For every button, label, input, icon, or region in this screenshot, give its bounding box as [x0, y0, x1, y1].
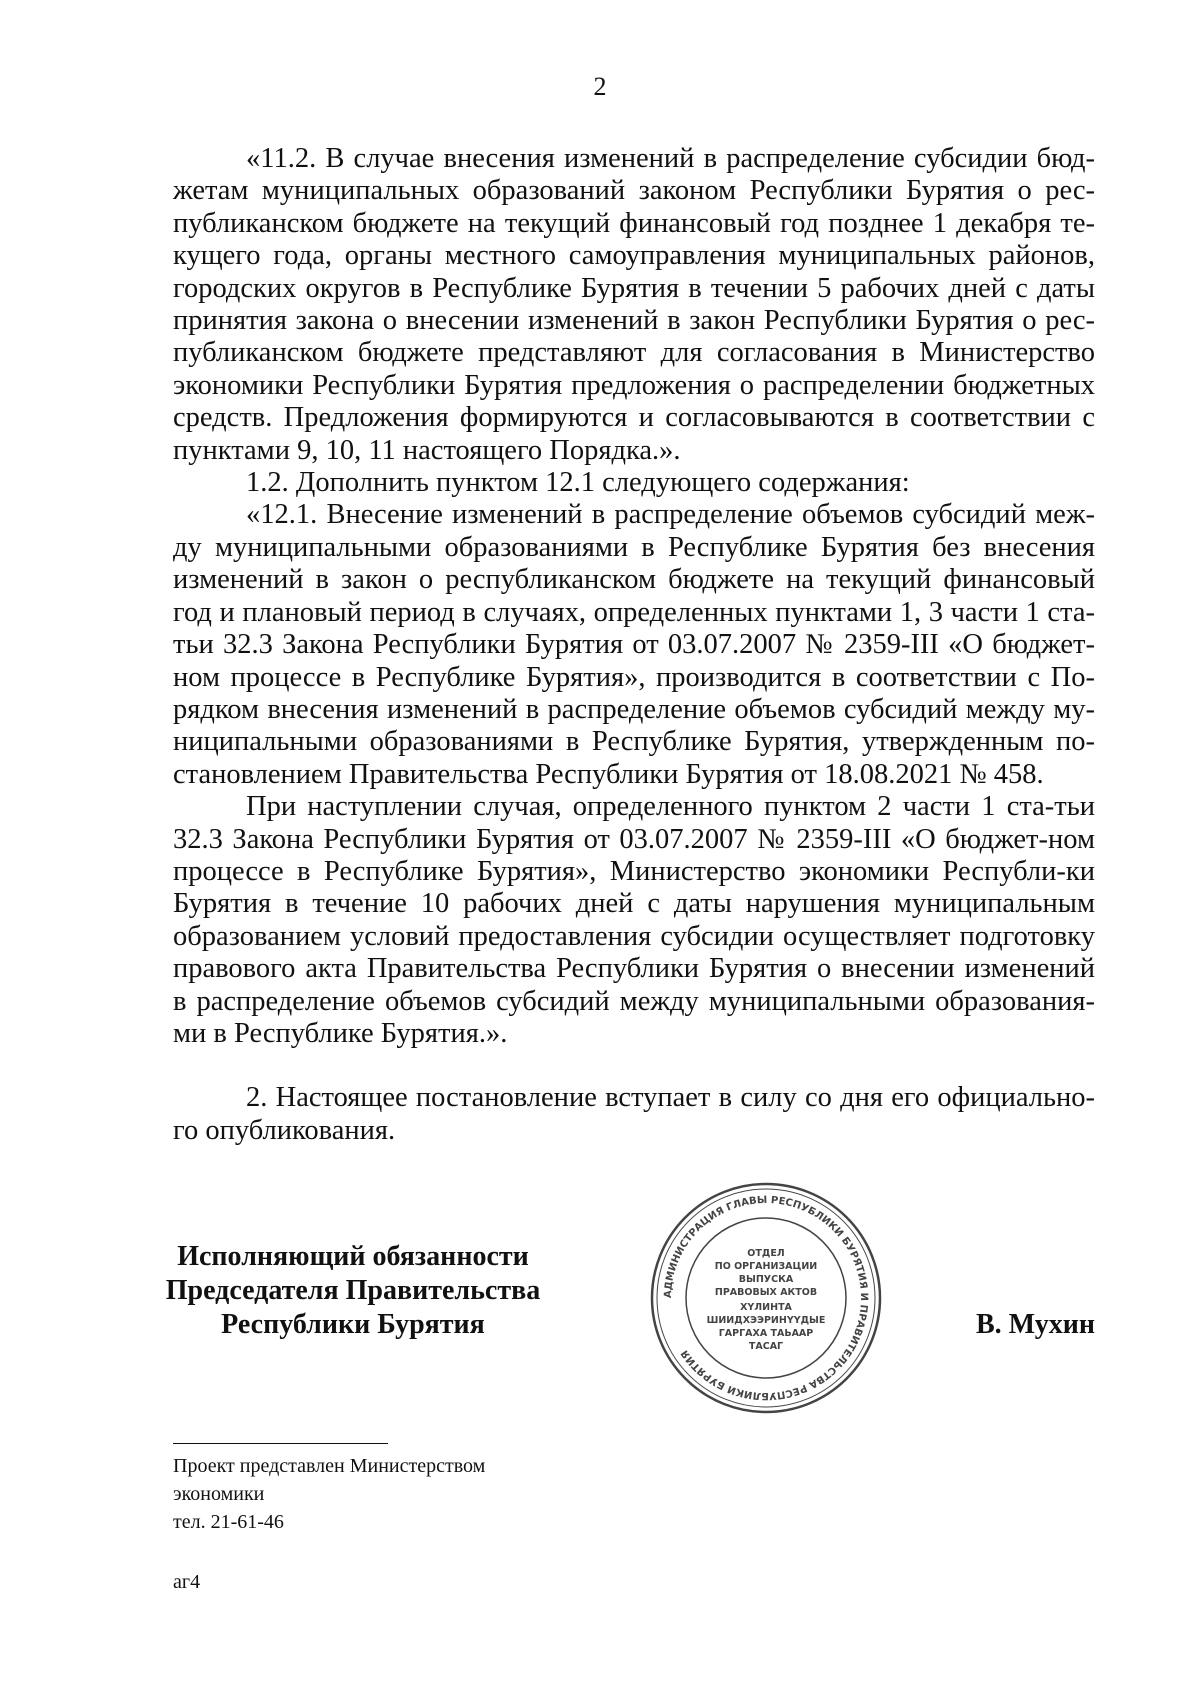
document-body — [173, 143, 1095, 1147]
footnote — [173, 1452, 593, 1536]
seal-outer-text: АДМИНИСТРАЦИЯ ГЛАВЫ РЕСПУБЛИКИ БУРЯТИЯ И ПРАВИТЕЛЬСТВА РЕСПУБЛИКИ БУРЯТИЯ — [662, 1194, 870, 1402]
seal-inner-line: ГАРГАХА ТАЬААР — [718, 1328, 814, 1339]
document-code: аг4 — [173, 1571, 201, 1593]
paragraph-12-1: «12.1. Внесение изменений в распределение объемов субсидий меж-ду муниципальными образованиями в Республике Бурятия без внесения изменений в закон о республиканском бюджете на текущий финансовый год и плановый период в случаях, определенных пунктами 1, 3 части 1 ста-тьи 32.3 Закона Республики Бурятия от 03.07.2007 № 2359-III «О бюджет-ном процессе в Республике Бурятия», производится в соответствии с По-рядком внесения изменений в распределение объемов субсидий между му-ниципальными образованиями в Республике Бурятия, утвержденным по-становлением Правительства Республики Бурятия от 18.08.2021 № 458. — [173, 499, 1095, 790]
seal-inner-line: ТАСАГ — [748, 1341, 784, 1352]
signatory-title — [148, 1240, 558, 1342]
signatory-title-line: Республики Бурятия — [221, 1309, 485, 1340]
footnote-line: Проект представлен Министерством — [173, 1455, 486, 1477]
seal-inner-line: ОТДЕЛ — [747, 1248, 785, 1259]
footnote-line: тел. 21-61-46 — [173, 1511, 284, 1533]
paragraph-11-2: «11.2. В случае внесения изменений в распределение субсидии бюд-жетам муниципальных образований законом Республики Бурятия о рес-публиканском бюджете на текущий финансовый год позднее 1 декабря те-кущего года, органы местного самоуправления муниципальных районов, городских округов в Республике Бурятия в течении 5 рабочих дней с даты принятия закона о внесении изменений в закон Республики Бурятия о рес-публиканском бюджете представляют для согласования в Министерство экономики Республики Бурятия предложения о распределении бюджетных средств. Предложения формируются и согласовываются в соответствии с пунктами 9, 10, 11 настоящего Порядка.». — [173, 143, 1095, 466]
paragraph-effective-date: 2. Настоящее постановление вступает в силу со дня его официально-го опубликования. — [173, 1082, 1095, 1146]
signatory-title-line: Исполняющий обязанности — [177, 1241, 529, 1272]
seal-inner-line: ПРАВОВЫХ АКТОВ — [714, 1287, 818, 1298]
seal-inner-line: ХҮЛИНТА — [740, 1302, 792, 1313]
page-number: 2 — [593, 72, 607, 101]
seal-inner-line: ВЫПУСКА — [738, 1274, 794, 1285]
paragraph-1-2: 1.2. Дополнить пунктом 12.1 следующего содержания: — [246, 467, 910, 499]
footnote-divider — [173, 1443, 388, 1444]
signatory-title-line: Председателя Правительства — [165, 1275, 541, 1306]
paragraph-violation-case: При наступлении случая, определенного пунктом 2 части 1 ста-тьи 32.3 Закона Республики Бурятия от 03.07.2007 № 2359-III «О бюджет-ном процессе в Республике Бурятия», Министерство экономики Республи-ки Бурятия в течение 10 рабочих дней с даты нарушения муниципальным образованием условий предоставления субсидии осуществляет подготовку правового акта Правительства Республики Бурятия о внесении изменений в распределение объемов субсидий между муниципальными образования-ми в Республике Бурятия.». — [173, 791, 1095, 1049]
seal-inner-line: ПО ОРГАНИЗАЦИИ — [714, 1261, 818, 1272]
official-seal — [648, 1180, 884, 1416]
footnote-line: экономики — [173, 1483, 265, 1505]
seal-inner-line: ШИИДХЭЭРИНҮҮДЫЕ — [706, 1315, 826, 1326]
signatory-name: В. Мухин — [976, 1309, 1095, 1340]
